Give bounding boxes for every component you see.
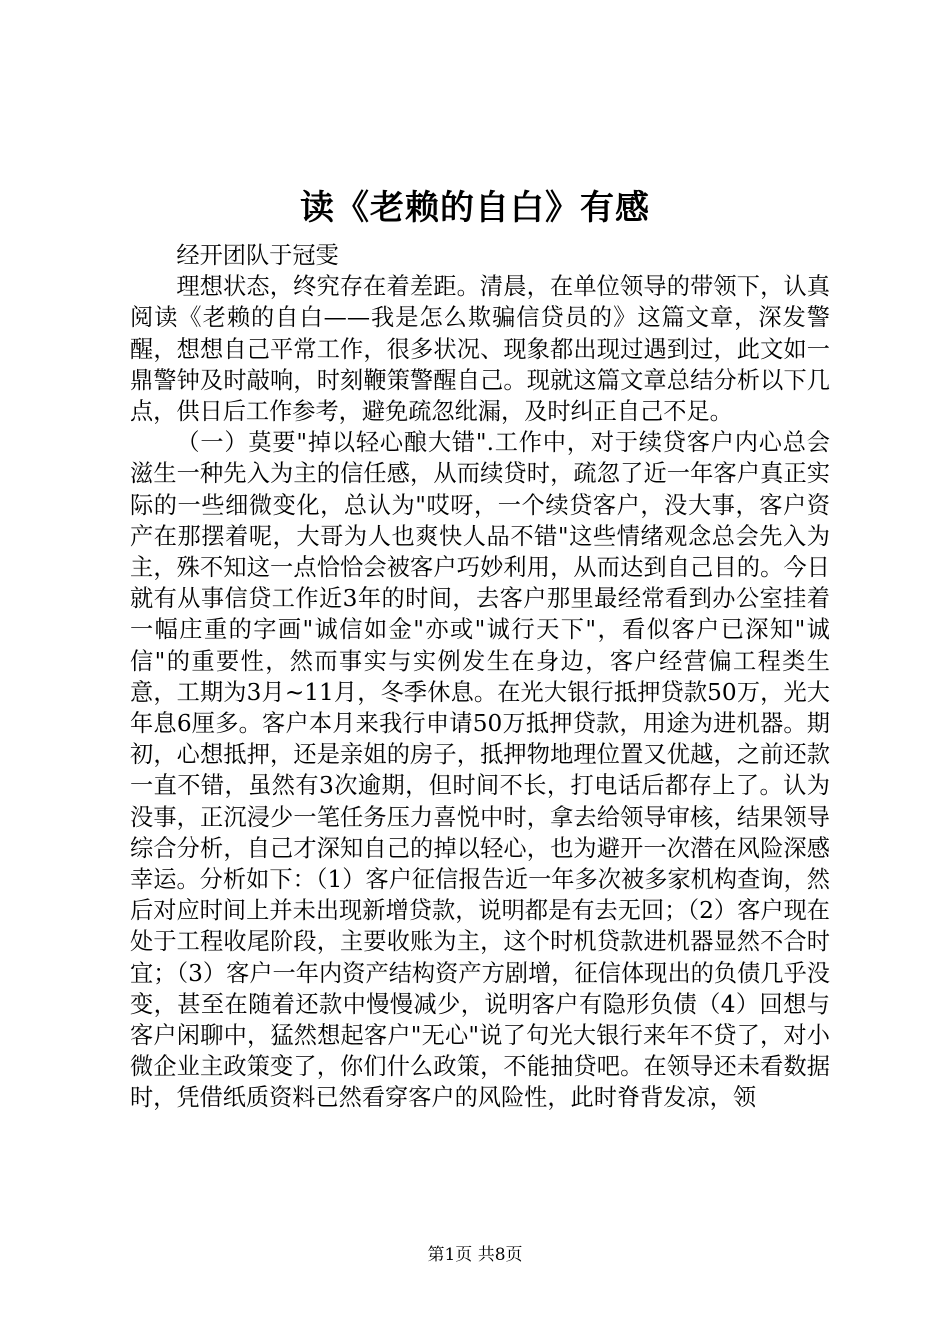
- page-footer: 第1页 共8页: [427, 1245, 523, 1265]
- document-title: 读《老赖的自白》有感: [300, 188, 650, 228]
- paragraph-section-1: （一）莫要"掉以轻心酿大错".工作中，对于续贷客户内心总会滋生一种先入为主的信任感，从而续贷时，疏忽了近一年客户真正实际的一些细微变化，总认为"哎呀，一个续贷客户，没大事，客户资产在那摆着呢，大哥为人也爽快人品不错"这些情绪观念总会先入为主，殊不知这一点恰恰会被客户巧妙利用，从而达到自己目的。今日就有从事信贷工作近3年的时间，去客户那里最经常看到办公室挂着一幅庄重的字画"诚信如金"亦或"诚行天下"，看似客户已深知"诚信"的重要性，然而事实与实例发生在身边，客户经营偏工程类生意，工期为3月~11月，冬季休息。在光大银行抵押贷款50万，光大年息6厘多。客户本月来我行申请50万抵押贷款，用途为进机器。期初，心想抵押，还是亲姐的房子，抵押物地理位置又优越，之前还款一直不错，虽然有3次逾期，但时间不长，打电话后都存上了。认为没事，正沉浸少一笔任务压力喜悦中时，拿去给领导审核，结果领导综合分析，自己才深知自己的掉以轻心，也为避开一次潜在风险深感幸运。分析如下：（1）客户征信报告近一年多次被多家机构查询，然后对应时间上并未出现新增贷款，说明都是有去无回；（2）客户现在处于工程收尾阶段，主要收账为主，这个时机贷款进机器显然不合时宜；（3）客户一年内资产结构资产方剧增，征信体现出的负债几乎没变，甚至在随着还款中慢慢减少，说明客户有隐形负债（4）回想与客户闲聊中，猛然想起客户"无心"说了句光大银行来年不贷了，对小微企业主政策变了，你们什么政策，不能抽贷吧。在领导还未看数据时，凭借纸质资料已然看穿客户的风险性，此时脊背发凉，领: [130, 429, 830, 1112]
- author-line: 经开团队于冠雯: [176, 242, 339, 269]
- paragraph-intro: 理想状态，终究存在着差距。清晨，在单位领导的带领下，认真阅读《老赖的自白——我是怎么欺骗信贷员的》这篇文章，深发警醒，想想自己平常工作，很多状况、现象都出现过遇到过，此文如一鼎警钟及时敲响，时刻鞭策警醒自己。现就这篇文章总结分析以下几点，供日后工作参考，避免疏忽纰漏，及时纠正自己不足。: [130, 273, 830, 426]
- document-body: [130, 240, 830, 1114]
